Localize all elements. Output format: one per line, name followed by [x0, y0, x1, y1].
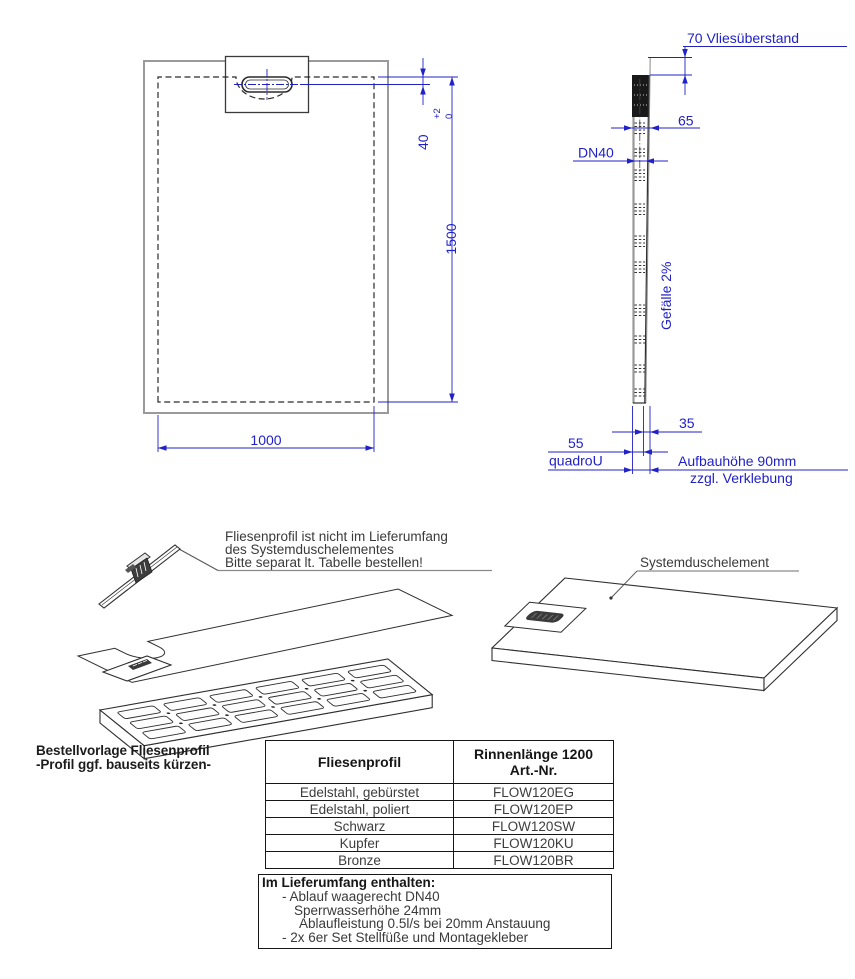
col-header-fliesenprofil: Fliesenprofil [266, 741, 454, 784]
included-box-title: Im Lieferumfang enthalten: [262, 875, 436, 890]
profile-note-line1: Fliesenprofil ist nicht im Lieferumfang [225, 529, 448, 544]
plan-view [0, 0, 470, 505]
included-item: - 2x 6er Set Stellfüße und Montagekleber [282, 930, 529, 946]
tile-profile-rail [99, 545, 180, 608]
included-item: Ablaufleistung 0.5l/s bei 20mm Anstauung [299, 916, 551, 932]
system-element-iso [483, 555, 837, 691]
table-row [266, 801, 614, 818]
table-row [266, 818, 614, 835]
slope-label: Gefälle 2% [658, 261, 674, 330]
table-row [266, 784, 614, 801]
fleece-outline [144, 61, 388, 413]
article-number: FLOW120SW [454, 818, 614, 835]
dim-line-70 [648, 47, 847, 96]
side-extension-lines [633, 406, 651, 474]
build-height-label-2: zzgl. Verklebung [690, 470, 793, 486]
drain-unit-block [632, 75, 650, 117]
profile-note-line2: des Systemduschelementes [225, 542, 394, 557]
profile-name: Bronze [266, 852, 454, 869]
element-label-leader-dot [609, 596, 612, 599]
dim-text-70-vliesueberstand: 70 Vliesüberstand [687, 30, 800, 46]
article-number: FLOW120BR [454, 852, 614, 869]
dim-text-dn40: DN40 [578, 144, 614, 161]
dim-text-40-tol-upper: +2 [432, 108, 443, 119]
order-heading-line2: -Profil ggf. bauseits kürzen- [36, 756, 211, 772]
profile-name: Edelstahl, poliert [266, 801, 454, 818]
profile-note-leader [179, 549, 218, 571]
profile-order-table [265, 740, 614, 869]
table-row [266, 835, 614, 852]
article-number: FLOW120KU [454, 835, 614, 852]
plan-extension-lines [158, 77, 458, 452]
isometric-views [0, 510, 855, 760]
profile-note [179, 529, 492, 571]
included-item: - Ablauf waagerecht DN40 [282, 888, 440, 904]
order-heading-line1: Bestellvorlage Fliesenprofil [36, 743, 210, 758]
dim-text-1000: 1000 [250, 432, 282, 448]
profile-name: Kupfer [266, 835, 454, 852]
dim-text-65: 65 [678, 112, 694, 129]
included-box [258, 874, 612, 949]
build-height-label: Aufbauhöhe 90mm [678, 453, 797, 469]
element-outline-dashed [158, 77, 374, 402]
order-heading [36, 744, 211, 771]
dim-text-35: 35 [679, 415, 695, 431]
dim-text-55: 55 [568, 435, 584, 451]
profile-name: Schwarz [266, 818, 454, 835]
included-item: Sperrwasserhöhe 24mm [294, 902, 442, 918]
table-header-row [266, 741, 614, 784]
article-number: FLOW120EG [454, 784, 614, 801]
table-row [266, 852, 614, 869]
col-header-artnr: Rinnenlänge 1200 Art.-Nr. [454, 741, 614, 784]
profile-name: Edelstahl, gebürstet [266, 784, 454, 801]
quadrou-label: quadroU [549, 452, 603, 469]
dim-text-1500: 1500 [443, 223, 459, 255]
dim-text-40-tol-lower: 0 [444, 113, 455, 119]
dim-text-40: 40 [415, 134, 431, 150]
article-number: FLOW120EP [454, 801, 614, 818]
element-label: Systemduschelement [640, 555, 770, 570]
side-section-view [540, 0, 855, 505]
profile-note-line3: Bitte separat lt. Tabelle bestellen! [225, 555, 423, 570]
